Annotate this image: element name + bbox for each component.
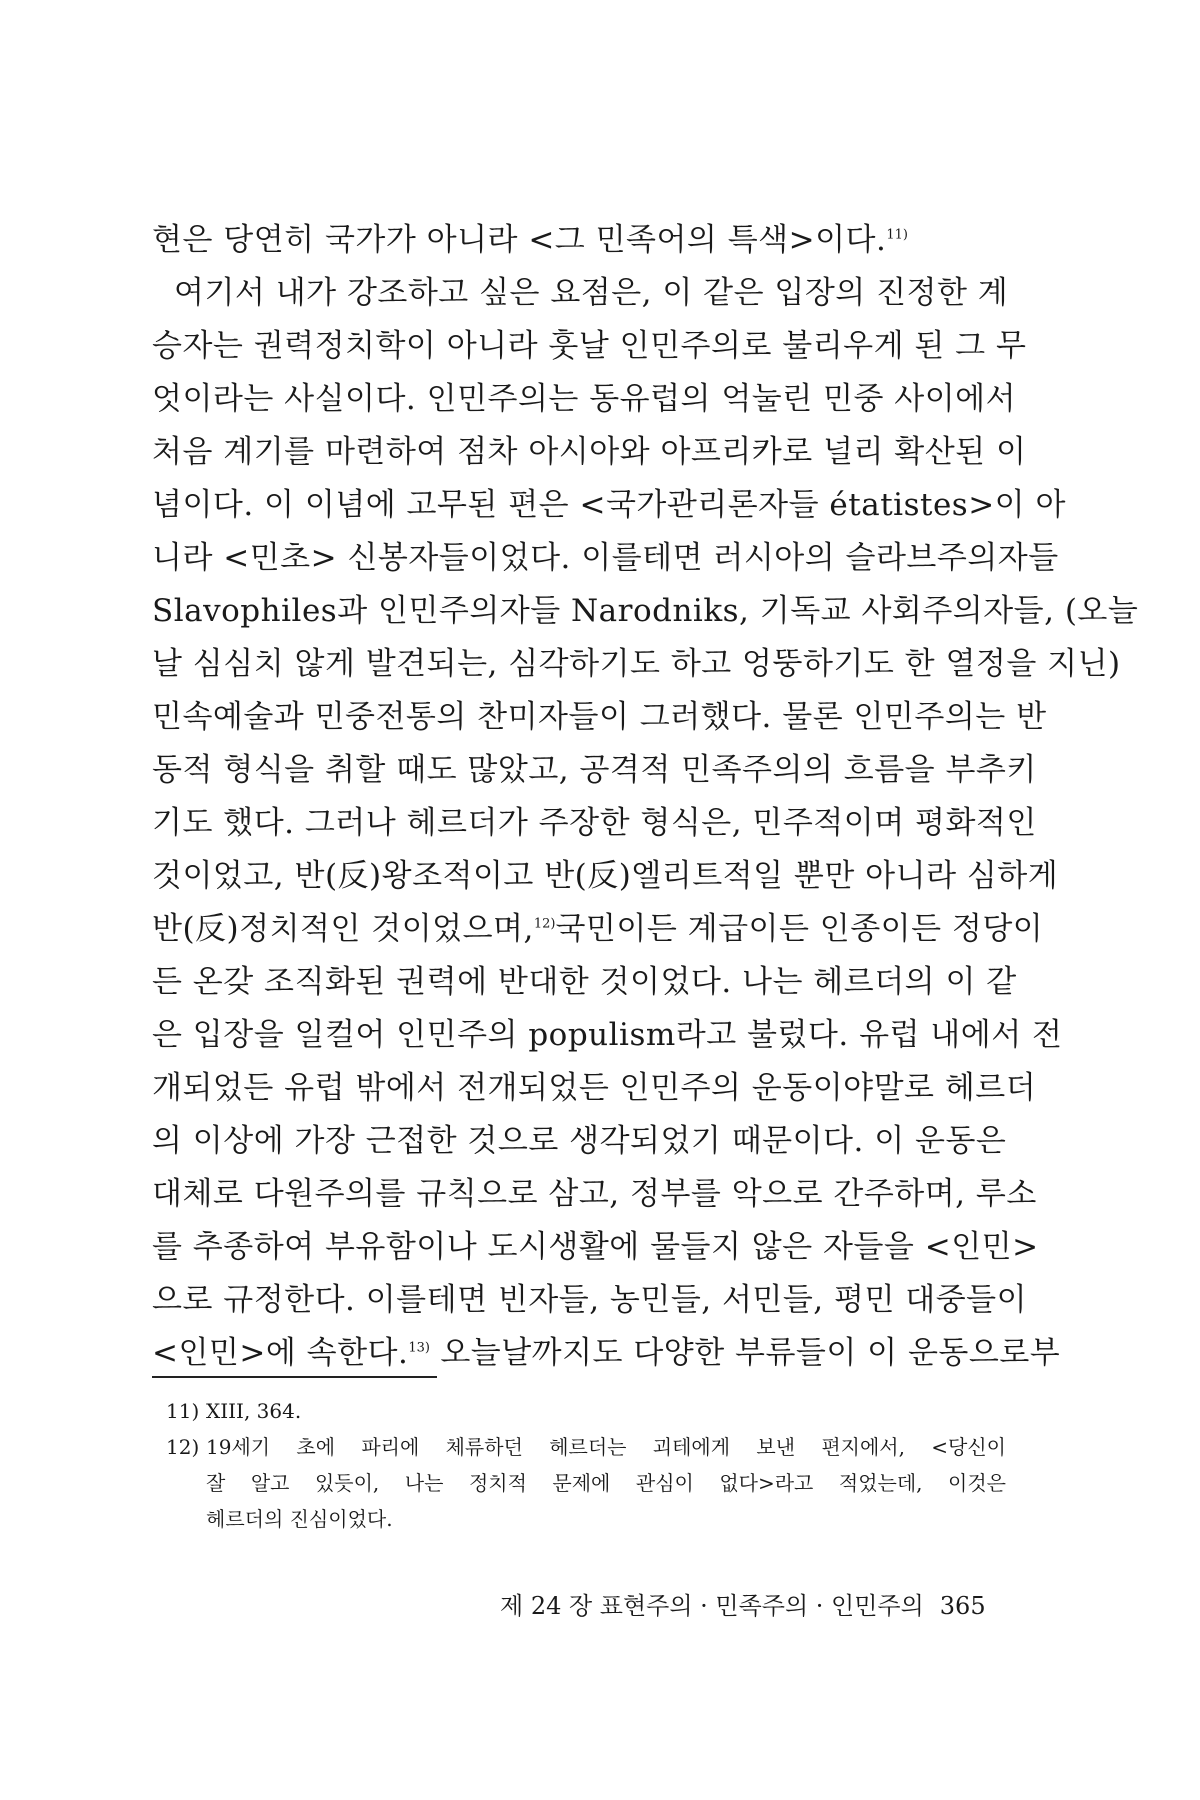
text-line (152, 1221, 1039, 1274)
footnote-text: XIII, 364. (206, 1399, 302, 1423)
footnote-12 (166, 1429, 1006, 1537)
text-line-content: 승자는 권력정치학이 아니라 훗날 인민주의로 불리우게 된 그 무 (152, 328, 1027, 364)
text-line (152, 797, 1037, 850)
text-line-content: 은 입장을 일컬어 인민주의 populism라고 불렀다. 유럽 내에서 전 (152, 1017, 1063, 1053)
text-line-content: 오늘날까지도 다양한 부류들이 이 운동으로부 (429, 1335, 1061, 1371)
text-line (152, 744, 1037, 797)
text-line-content: 엇이라는 사실이다. 인민주의는 동유럽의 억눌린 민중 사이에서 (152, 381, 1017, 417)
text-line (152, 426, 1027, 479)
text-line-content: <인민>에 속한다. (152, 1335, 409, 1371)
text-line-content: 것이었고, 반(反)왕조적이고 반(反)엘리트적일 뿐만 아니라 심하게 (152, 858, 1059, 894)
footnotes (166, 1393, 1006, 1537)
text-line-content: 의 이상에 가장 근접한 것으로 생각되었기 때문이다. 이 운동은 (152, 1123, 1007, 1159)
text-line (152, 850, 1059, 903)
text-line (152, 1062, 1037, 1115)
text-line-content: 반(反)정치적인 것이었으며, (152, 911, 534, 947)
text-line-content: 처음 계기를 마련하여 점차 아시아와 아프리카로 널리 확산된 이 (152, 434, 1027, 470)
text-line-content: Slavophiles과 인민주의자들 Narodniks, 기독교 사회주의자들, (오늘 (152, 593, 1139, 629)
text-line-content: 든 온갖 조직화된 권력에 반대한 것이었다. 나는 헤르더의 이 같 (152, 964, 1017, 1000)
text-line (152, 1115, 1007, 1168)
running-footer (500, 1588, 1010, 1624)
text-line-content: 니라 <민초> 신봉자들이었다. 이를테면 러시아의 슬라브주의자들 (152, 540, 1059, 576)
text-line-content: 대체로 다원주의를 규칙으로 삼고, 정부를 악으로 간주하며, 루소 (152, 1176, 1037, 1212)
footnote-line (166, 1393, 1006, 1429)
text-line (152, 320, 1027, 373)
text-line-content: 여기서 내가 강조하고 싶은 요점은, 이 같은 입장의 진정한 계 (174, 275, 1009, 311)
text-line (152, 214, 1002, 267)
footnote-ref-13: 13) (408, 1340, 430, 1356)
text-line-content: 날 심심치 않게 발견되는, 심각하기도 하고 엉뚱하기도 한 열정을 지닌) (152, 646, 1121, 682)
text-line-content: 동적 형식을 취할 때도 많았고, 공격적 민족주의의 흐름을 부추키 (152, 752, 1037, 788)
text-line (152, 1009, 1063, 1062)
footnote-number: 12) (166, 1435, 200, 1459)
text-line (152, 532, 1059, 585)
text-line-content: 를 추종하여 부유함이나 도시생활에 물들지 않은 자들을 <인민> (152, 1229, 1039, 1265)
text-line (152, 479, 1066, 532)
page-number: 365 (939, 1592, 986, 1620)
text-line (152, 691, 1047, 744)
footnote-divider (152, 1376, 437, 1378)
text-line (152, 267, 1009, 320)
text-line (152, 1274, 1028, 1327)
text-line (152, 956, 1017, 1009)
text-line (152, 903, 1044, 956)
footnote-11 (166, 1393, 1006, 1429)
text-line (152, 638, 1121, 691)
text-line (152, 1327, 1061, 1380)
text-line-content: 민속예술과 민중전통의 찬미자들이 그러했다. 물론 인민주의는 반 (152, 699, 1047, 735)
footnote-text: 19세기 초에 파리에 체류하던 헤르더는 괴테에게 보낸 편지에서, <당신이 (206, 1435, 1006, 1459)
footnote-line: 헤르더의 진심이었다. (206, 1507, 393, 1531)
text-line-content: 으로 규정한다. 이를테면 빈자들, 농민들, 서민들, 평민 대중들이 (152, 1282, 1028, 1318)
footnote-ref-12: 12) (533, 916, 556, 932)
text-line-content: 국민이든 계급이든 인종이든 정당이 (555, 911, 1044, 947)
text-line (152, 585, 1139, 638)
chapter-title: 제 24 장 표현주의 · 민족주의 · 인민주의 (500, 1592, 924, 1620)
text-line (152, 373, 1017, 426)
text-line (152, 1168, 1037, 1221)
footnote-line: 잘 알고 있듯이, 나는 정치적 문제에 관심이 없다>라고 적었는데, 이것은 (206, 1471, 1006, 1495)
text-line-content: 개되었든 유럽 밖에서 전개되었든 인민주의 운동이야말로 헤르더 (152, 1070, 1037, 1106)
footnote-number: 11) (166, 1399, 200, 1423)
text-line-content: 기도 했다. 그러나 헤르더가 주장한 형식은, 민주적이며 평화적인 (152, 805, 1037, 841)
text-line-content: 현은 당연히 국가가 아니라 <그 민족어의 특색>이다. (152, 222, 887, 258)
footnote-line (166, 1429, 1006, 1465)
footnote-ref-11: 11) (886, 227, 908, 243)
text-line-content: 념이다. 이 이념에 고무된 편은 <국가관리론자들 étatistes>이 아 (152, 487, 1066, 523)
main-text (152, 214, 1139, 1380)
